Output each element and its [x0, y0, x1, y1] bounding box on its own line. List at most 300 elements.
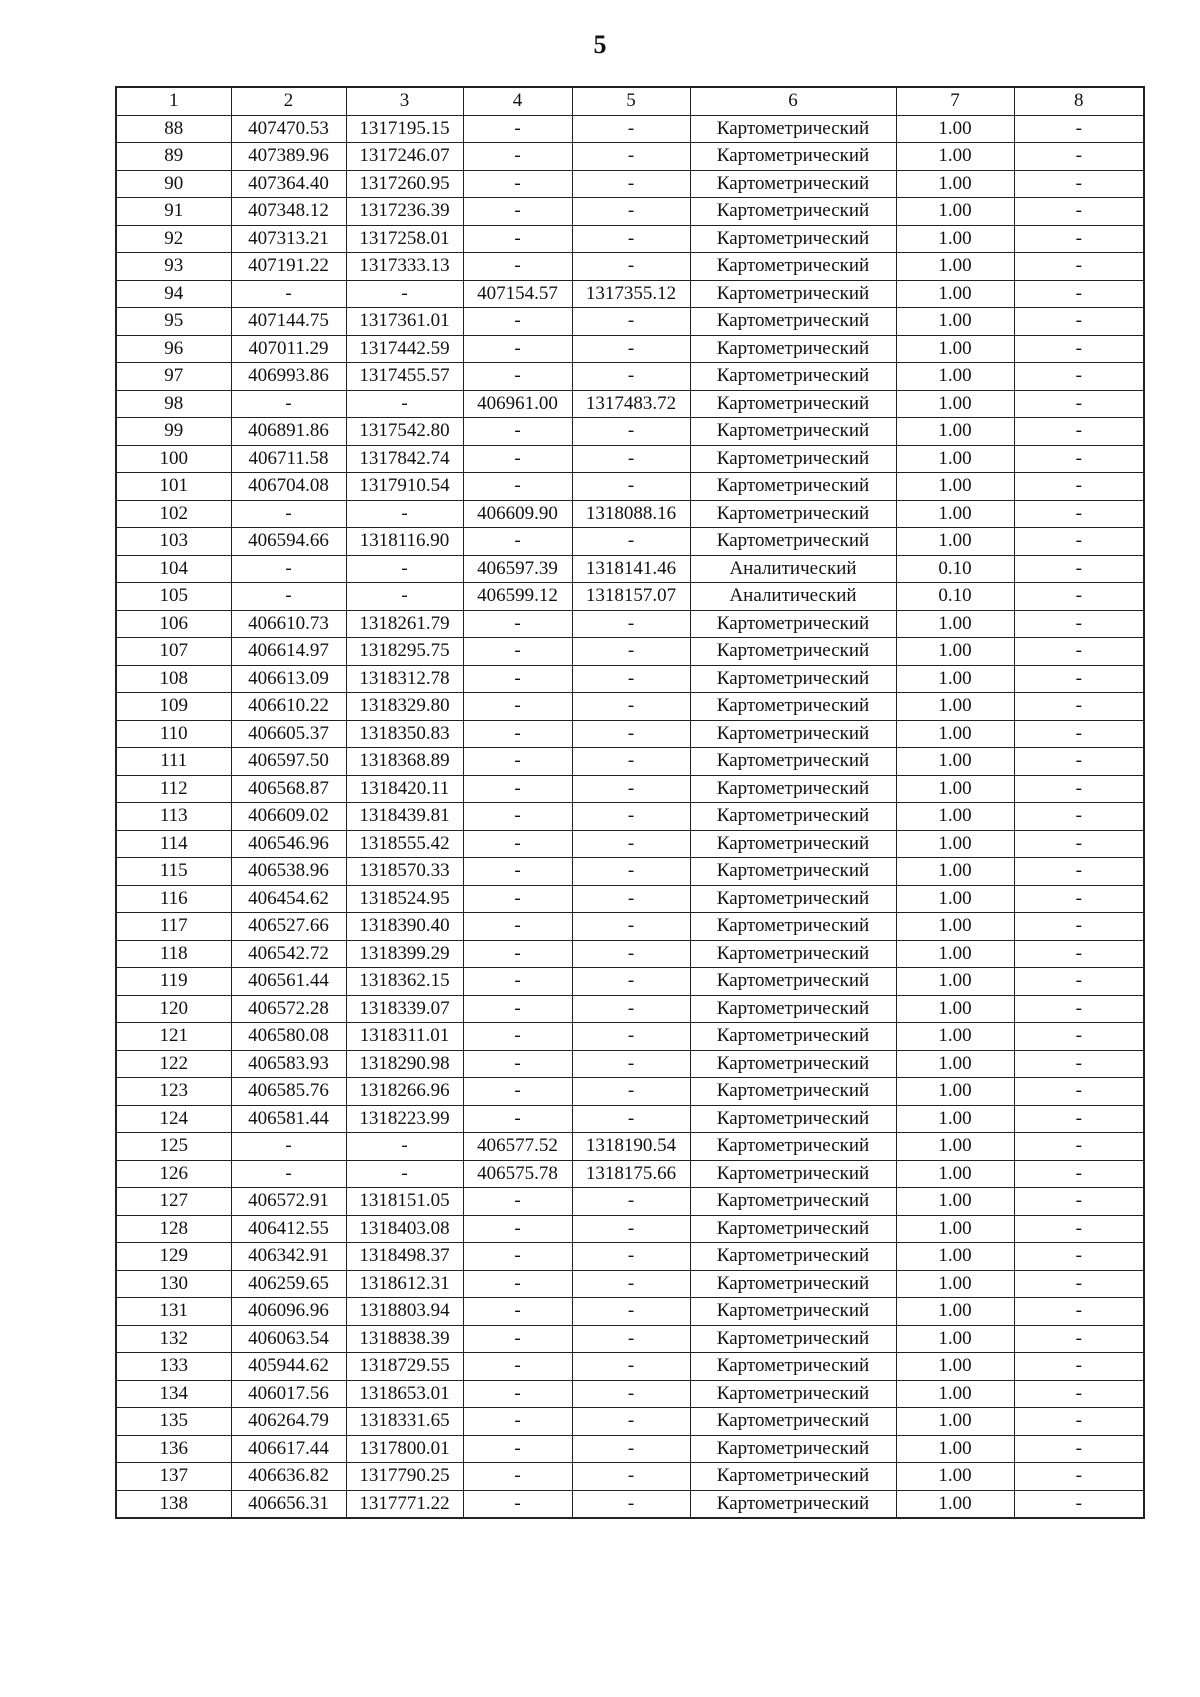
table-cell: - [1014, 913, 1144, 941]
table-cell: - [463, 335, 572, 363]
table-cell: - [463, 1243, 572, 1271]
table-cell: Картометрический [690, 1408, 896, 1436]
table-cell: - [572, 1105, 690, 1133]
table-cell: - [572, 528, 690, 556]
table-cell: Картометрический [690, 1050, 896, 1078]
table-cell: 1.00 [896, 1188, 1014, 1216]
table-cell: 123 [116, 1078, 231, 1106]
table-cell: Картометрический [690, 858, 896, 886]
table-row [116, 1050, 1144, 1078]
table-cell: - [1014, 885, 1144, 913]
table-cell: - [572, 830, 690, 858]
table-row [116, 418, 1144, 446]
table-cell: - [1014, 1105, 1144, 1133]
table-cell: 1317455.57 [346, 363, 463, 391]
table-cell: - [1014, 1160, 1144, 1188]
table-cell: - [231, 500, 346, 528]
table-cell: - [572, 638, 690, 666]
table-cell: 406599.12 [463, 583, 572, 611]
table-cell: 1.00 [896, 418, 1014, 446]
table-row [116, 803, 1144, 831]
table-cell: 1318498.37 [346, 1243, 463, 1271]
table-row [116, 1270, 1144, 1298]
table-cell: 1317246.07 [346, 143, 463, 171]
table-cell: - [463, 913, 572, 941]
table-cell: 1.00 [896, 1050, 1014, 1078]
table-cell: 95 [116, 308, 231, 336]
table-cell: - [1014, 253, 1144, 281]
table-cell: 1.00 [896, 1105, 1014, 1133]
table-cell: 1317790.25 [346, 1463, 463, 1491]
table-cell: 406609.02 [231, 803, 346, 831]
table-cell: 1.00 [896, 913, 1014, 941]
table-cell: 1.00 [896, 115, 1014, 143]
table-cell: - [1014, 473, 1144, 501]
table-row [116, 1105, 1144, 1133]
table-cell: 1317333.13 [346, 253, 463, 281]
table-cell: 1.00 [896, 1298, 1014, 1326]
table-row [116, 665, 1144, 693]
table-cell: - [572, 665, 690, 693]
table-cell: - [1014, 1133, 1144, 1161]
table-row [116, 390, 1144, 418]
table-cell: Картометрический [690, 665, 896, 693]
table-cell: 1.00 [896, 1435, 1014, 1463]
table-cell: - [572, 418, 690, 446]
table-cell: 119 [116, 968, 231, 996]
table-cell: Картометрический [690, 280, 896, 308]
table-cell: - [572, 1298, 690, 1326]
table-cell: - [463, 1298, 572, 1326]
table-cell: 1317542.80 [346, 418, 463, 446]
table-cell: 1.00 [896, 1490, 1014, 1518]
table-cell: 1318141.46 [572, 555, 690, 583]
table-cell: - [572, 995, 690, 1023]
table-cell: 118 [116, 940, 231, 968]
table-row [116, 1325, 1144, 1353]
table-cell: - [1014, 968, 1144, 996]
table-cell: - [572, 1050, 690, 1078]
table-cell: 1318403.08 [346, 1215, 463, 1243]
table-cell: - [463, 940, 572, 968]
table-cell: 112 [116, 775, 231, 803]
table-cell: - [572, 335, 690, 363]
table-cell: 1.00 [896, 143, 1014, 171]
table-cell: 1318729.55 [346, 1353, 463, 1381]
table-cell: 406527.66 [231, 913, 346, 941]
table-cell: 1317771.22 [346, 1490, 463, 1518]
table-cell: - [572, 610, 690, 638]
table-cell: 1.00 [896, 335, 1014, 363]
table-cell: - [463, 1435, 572, 1463]
table-cell: - [572, 858, 690, 886]
table-cell: 406538.96 [231, 858, 346, 886]
table-row [116, 473, 1144, 501]
table-cell: 406581.44 [231, 1105, 346, 1133]
table-cell: - [572, 720, 690, 748]
table-cell: 1.00 [896, 940, 1014, 968]
table-cell: 131 [116, 1298, 231, 1326]
table-cell: 1318261.79 [346, 610, 463, 638]
table-cell: 1.00 [896, 748, 1014, 776]
table-cell: - [463, 473, 572, 501]
table-cell: - [231, 1133, 346, 1161]
table-cell: - [231, 583, 346, 611]
table-cell: 103 [116, 528, 231, 556]
table-row [116, 638, 1144, 666]
table-cell: 1318368.89 [346, 748, 463, 776]
table-cell: 1.00 [896, 693, 1014, 721]
table-cell: - [463, 198, 572, 226]
table-cell: 1317800.01 [346, 1435, 463, 1463]
table-cell: - [1014, 143, 1144, 171]
table-cell: 1.00 [896, 775, 1014, 803]
table-cell: 101 [116, 473, 231, 501]
table-cell: 406614.97 [231, 638, 346, 666]
table-cell: - [1014, 940, 1144, 968]
table-cell: - [572, 445, 690, 473]
table-cell: Картометрический [690, 1023, 896, 1051]
table-cell: Картометрический [690, 1325, 896, 1353]
table-cell: - [1014, 390, 1144, 418]
column-header: 5 [572, 87, 690, 115]
table-cell: 113 [116, 803, 231, 831]
table-cell: - [463, 638, 572, 666]
table-cell: 407389.96 [231, 143, 346, 171]
table-cell: - [1014, 1408, 1144, 1436]
table-cell: 1318312.78 [346, 665, 463, 693]
table-row [116, 693, 1144, 721]
table-header-row [116, 87, 1144, 115]
table-cell: - [463, 1215, 572, 1243]
table-cell: Картометрический [690, 1298, 896, 1326]
table-cell: 1.00 [896, 1380, 1014, 1408]
table-cell: 1.00 [896, 1408, 1014, 1436]
table-cell: - [1014, 1215, 1144, 1243]
table-cell: 1318157.07 [572, 583, 690, 611]
table-cell: - [572, 170, 690, 198]
table-cell: - [463, 803, 572, 831]
table-cell: 406610.73 [231, 610, 346, 638]
table-cell: 102 [116, 500, 231, 528]
table-cell: 1.00 [896, 1078, 1014, 1106]
table-cell: 134 [116, 1380, 231, 1408]
table-cell: 1.00 [896, 995, 1014, 1023]
table-cell: Картометрический [690, 308, 896, 336]
coordinates-table [115, 86, 1145, 1519]
table-cell: 1318362.15 [346, 968, 463, 996]
table-cell: 1317195.15 [346, 115, 463, 143]
table-cell: 100 [116, 445, 231, 473]
table-cell: Картометрический [690, 390, 896, 418]
table-cell: - [346, 583, 463, 611]
table-cell: 407154.57 [463, 280, 572, 308]
table-cell: 1318524.95 [346, 885, 463, 913]
table-cell: Картометрический [690, 913, 896, 941]
table-cell: Картометрический [690, 198, 896, 226]
table-cell: - [1014, 1298, 1144, 1326]
table-cell: - [1014, 775, 1144, 803]
table-cell: 117 [116, 913, 231, 941]
table-cell: Картометрический [690, 968, 896, 996]
table-cell: - [1014, 308, 1144, 336]
table-cell: 110 [116, 720, 231, 748]
table-row [116, 555, 1144, 583]
table-cell: 1.00 [896, 363, 1014, 391]
table-cell: - [572, 748, 690, 776]
table-cell: Картометрический [690, 1188, 896, 1216]
table-cell: 88 [116, 115, 231, 143]
table-cell: - [463, 1188, 572, 1216]
table-row [116, 720, 1144, 748]
table-row [116, 858, 1144, 886]
table-cell: - [463, 1105, 572, 1133]
table-cell: 1317355.12 [572, 280, 690, 308]
table-cell: Картометрический [690, 775, 896, 803]
table-cell: 107 [116, 638, 231, 666]
table-cell: 1318420.11 [346, 775, 463, 803]
table-cell: Картометрический [690, 418, 896, 446]
table-cell: - [463, 528, 572, 556]
table-cell: - [572, 940, 690, 968]
table-cell: 121 [116, 1023, 231, 1051]
table-row [116, 253, 1144, 281]
table-cell: - [572, 968, 690, 996]
table-cell: - [572, 1215, 690, 1243]
table-cell: - [1014, 198, 1144, 226]
table-cell: 406613.09 [231, 665, 346, 693]
table-row [116, 335, 1144, 363]
table-cell: Картометрический [690, 363, 896, 391]
table-cell: - [572, 1270, 690, 1298]
table-cell: Картометрический [690, 1270, 896, 1298]
table-cell: 1317361.01 [346, 308, 463, 336]
table-cell: 406568.87 [231, 775, 346, 803]
table-row [116, 830, 1144, 858]
table-cell: - [572, 693, 690, 721]
table-cell: - [572, 1023, 690, 1051]
table-cell: 1317260.95 [346, 170, 463, 198]
table-cell: 406577.52 [463, 1133, 572, 1161]
table-row [116, 280, 1144, 308]
column-header: 4 [463, 87, 572, 115]
table-cell: 407348.12 [231, 198, 346, 226]
table-cell: - [1014, 1435, 1144, 1463]
table-cell: 1318290.98 [346, 1050, 463, 1078]
column-header: 8 [1014, 87, 1144, 115]
table-cell: 1317842.74 [346, 445, 463, 473]
table-cell: - [1014, 555, 1144, 583]
table-cell: 1318331.65 [346, 1408, 463, 1436]
table-cell: 105 [116, 583, 231, 611]
table-row [116, 445, 1144, 473]
table-cell: - [1014, 1243, 1144, 1271]
table-cell: 137 [116, 1463, 231, 1491]
table-row [116, 143, 1144, 171]
table-cell: - [463, 693, 572, 721]
table-cell: 1.00 [896, 610, 1014, 638]
table-row [116, 1408, 1144, 1436]
table-row [116, 115, 1144, 143]
table-cell: 93 [116, 253, 231, 281]
table-cell: - [463, 418, 572, 446]
table-cell: - [463, 363, 572, 391]
table-cell: Картометрический [690, 1215, 896, 1243]
table-cell: Картометрический [690, 1463, 896, 1491]
table-row [116, 968, 1144, 996]
table-cell: - [231, 390, 346, 418]
table-cell: 0.10 [896, 555, 1014, 583]
table-cell: 97 [116, 363, 231, 391]
table-cell: Картометрический [690, 445, 896, 473]
table-cell: Картометрический [690, 335, 896, 363]
table-cell: - [572, 1435, 690, 1463]
table-cell: 406542.72 [231, 940, 346, 968]
table-cell: 406597.50 [231, 748, 346, 776]
table-row [116, 583, 1144, 611]
table-cell: - [463, 170, 572, 198]
table-cell: 132 [116, 1325, 231, 1353]
table-cell: - [463, 885, 572, 913]
table-cell: - [346, 1133, 463, 1161]
table-cell: Картометрический [690, 1353, 896, 1381]
table-cell: 1.00 [896, 1353, 1014, 1381]
table-cell: 1318838.39 [346, 1325, 463, 1353]
table-cell: 1318329.80 [346, 693, 463, 721]
table-row [116, 1380, 1144, 1408]
table-cell: Картометрический [690, 1435, 896, 1463]
table-cell: - [463, 995, 572, 1023]
table-row [116, 1160, 1144, 1188]
table-cell: - [463, 968, 572, 996]
table-cell: - [1014, 665, 1144, 693]
table-row [116, 363, 1144, 391]
table-cell: 406342.91 [231, 1243, 346, 1271]
table-cell: 406572.28 [231, 995, 346, 1023]
table-cell: 1318399.29 [346, 940, 463, 968]
table-cell: 1.00 [896, 968, 1014, 996]
table-cell: - [1014, 1490, 1144, 1518]
table-cell: 1318555.42 [346, 830, 463, 858]
table-cell: - [572, 885, 690, 913]
table-cell: 99 [116, 418, 231, 446]
table-cell: 1.00 [896, 1023, 1014, 1051]
table-cell: - [463, 253, 572, 281]
table-cell: - [463, 665, 572, 693]
column-header: 3 [346, 87, 463, 115]
table-cell: 138 [116, 1490, 231, 1518]
table-cell: Аналитический [690, 583, 896, 611]
table-cell: 1317442.59 [346, 335, 463, 363]
table-cell: Картометрический [690, 253, 896, 281]
table-cell: 407470.53 [231, 115, 346, 143]
table-cell: 1.00 [896, 803, 1014, 831]
table-row [116, 528, 1144, 556]
table-cell: 406454.62 [231, 885, 346, 913]
table-cell: 405944.62 [231, 1353, 346, 1381]
table-cell: - [1014, 995, 1144, 1023]
table-cell: 1.00 [896, 1270, 1014, 1298]
table-cell: - [463, 445, 572, 473]
table-row [116, 1133, 1144, 1161]
table-cell: - [572, 1463, 690, 1491]
table-cell: - [463, 143, 572, 171]
table-cell: Картометрический [690, 1105, 896, 1133]
table-cell: - [572, 1078, 690, 1106]
table-cell: 406597.39 [463, 555, 572, 583]
table-cell: 108 [116, 665, 231, 693]
table-row [116, 170, 1144, 198]
table-cell: 1.00 [896, 638, 1014, 666]
table-cell: - [572, 225, 690, 253]
table-cell: 1318570.33 [346, 858, 463, 886]
table-row [116, 940, 1144, 968]
table-cell: - [346, 555, 463, 583]
table-cell: - [1014, 170, 1144, 198]
table-cell: 1317258.01 [346, 225, 463, 253]
table-cell: Картометрический [690, 720, 896, 748]
table-cell: 1.00 [896, 720, 1014, 748]
table-cell: 406711.58 [231, 445, 346, 473]
table-cell: - [1014, 1078, 1144, 1106]
table-cell: 136 [116, 1435, 231, 1463]
table-cell: - [572, 1380, 690, 1408]
table-cell: - [1014, 1023, 1144, 1051]
table-cell: - [1014, 500, 1144, 528]
table-cell: 406891.86 [231, 418, 346, 446]
table-cell: - [463, 1463, 572, 1491]
table-cell: - [463, 1050, 572, 1078]
table-cell: Картометрический [690, 1380, 896, 1408]
table-row [116, 308, 1144, 336]
table-cell: 1318088.16 [572, 500, 690, 528]
table-cell: Картометрический [690, 693, 896, 721]
table-cell: 406636.82 [231, 1463, 346, 1491]
table-row [116, 1435, 1144, 1463]
table-cell: - [572, 198, 690, 226]
table-cell: 407313.21 [231, 225, 346, 253]
table-cell: - [572, 775, 690, 803]
table-cell: - [1014, 418, 1144, 446]
table-cell: 406585.76 [231, 1078, 346, 1106]
table-cell: - [463, 1490, 572, 1518]
table-cell: - [1014, 280, 1144, 308]
table-cell: - [572, 1188, 690, 1216]
table-cell: 130 [116, 1270, 231, 1298]
column-header: 1 [116, 87, 231, 115]
table-cell: 133 [116, 1353, 231, 1381]
table-cell: 1318116.90 [346, 528, 463, 556]
table-cell: - [463, 1078, 572, 1106]
table-cell: Картометрический [690, 803, 896, 831]
table-cell: 1.00 [896, 253, 1014, 281]
table-cell: 115 [116, 858, 231, 886]
table-cell: 1318175.66 [572, 1160, 690, 1188]
table-cell: 406264.79 [231, 1408, 346, 1436]
table-cell: 1318223.99 [346, 1105, 463, 1133]
table-cell: - [1014, 720, 1144, 748]
table-cell: - [463, 308, 572, 336]
table-cell: 135 [116, 1408, 231, 1436]
table-cell: - [572, 1490, 690, 1518]
table-cell: 109 [116, 693, 231, 721]
table-cell: - [231, 1160, 346, 1188]
table-cell: - [463, 858, 572, 886]
table-cell: Картометрический [690, 473, 896, 501]
table-cell: - [1014, 693, 1144, 721]
table-cell: 406572.91 [231, 1188, 346, 1216]
table-cell: - [463, 748, 572, 776]
